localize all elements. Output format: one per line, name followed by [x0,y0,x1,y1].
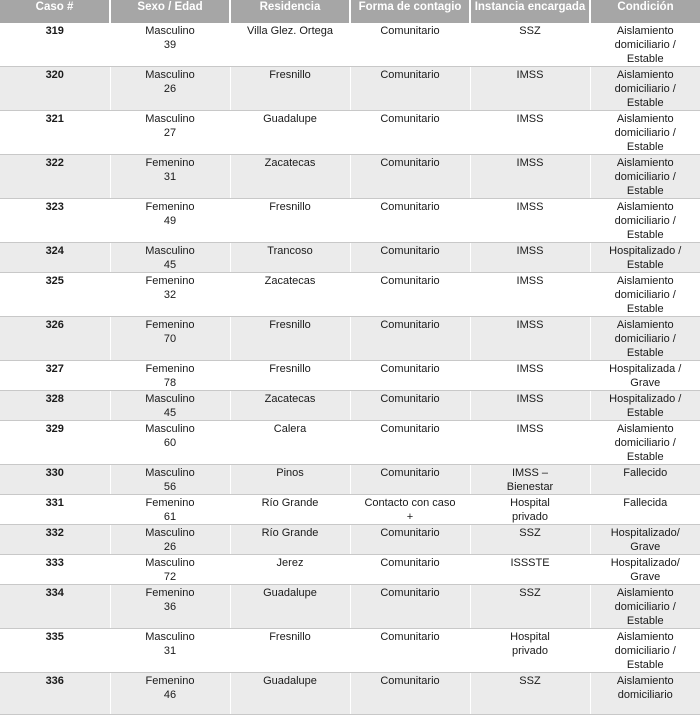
instancia-cell [470,111,590,155]
header-condicion: Condición [590,0,700,23]
condicion-cell [590,111,700,155]
forma-cell [350,67,470,111]
condicion-text: domiciliario / [614,437,676,449]
residencia-cell [230,421,350,465]
condicion-text: domiciliario / [614,601,676,613]
edad-text: 27 [163,127,177,139]
caso-number: 331 [45,497,64,509]
table-row [0,495,700,525]
forma-text: Comunitario [380,69,440,81]
condicion-cell [590,555,700,585]
condicion-text: domiciliario / [614,333,676,345]
sexo-edad-cell [110,317,230,361]
sexo-text: Femenino [145,275,195,287]
condicion-text: Aislamiento [616,113,674,125]
caso-number: 332 [45,527,64,539]
sexo-text: Femenino [145,675,195,687]
edad-text: 60 [163,437,177,449]
caso-cell [0,317,110,361]
header-row [0,0,700,23]
edad-text: 78 [163,377,177,389]
condicion-cell [590,629,700,673]
forma-cell [350,421,470,465]
instancia-cell [470,199,590,243]
forma-cell [350,525,470,555]
sexo-edad-cell [110,155,230,199]
table-row [0,155,700,199]
condicion-cell [590,199,700,243]
edad-text: 46 [163,689,177,701]
sexo-text: Masculino [145,557,195,569]
condicion-text: domiciliario / [614,83,676,95]
condicion-text: Estable [626,347,664,359]
edad-text: 45 [163,407,177,419]
sexo-edad-cell [110,465,230,495]
sexo-edad-cell [110,361,230,391]
instancia-text: Hospital [510,631,550,643]
edad-text: 61 [163,511,177,523]
table-row [0,391,700,421]
instancia-text: IMSS [516,275,544,287]
condicion-text: Grave [630,571,661,583]
sexo-text: Femenino [145,497,195,509]
residencia-cell [230,585,350,629]
table-row [0,421,700,465]
header-sexo-edad: Sexo / Edad [110,0,230,23]
instancia-cell [470,673,590,715]
forma-cell [350,111,470,155]
forma-text: Comunitario [380,275,440,287]
condicion-cell [590,273,700,317]
condicion-text: Aislamiento [616,69,674,81]
instancia-text: ISSSTE [510,557,550,569]
forma-cell [350,317,470,361]
forma-text: Comunitario [380,587,440,599]
condicion-cell [590,155,700,199]
forma-cell [350,555,470,585]
condicion-text: domiciliario / [614,127,676,139]
caso-cell [0,495,110,525]
edad-text: 26 [163,541,177,553]
caso-number: 323 [45,201,64,213]
table-row [0,361,700,391]
edad-text: 39 [163,39,177,51]
edad-text: 26 [163,83,177,95]
sexo-edad-cell [110,629,230,673]
sexo-text: Masculino [145,393,195,405]
forma-cell [350,629,470,673]
condicion-text: Aislamiento [616,587,674,599]
sexo-text: Masculino [145,69,195,81]
header-caso: Caso # [0,0,110,23]
forma-text: Comunitario [380,527,440,539]
instancia-cell [470,421,590,465]
table-body [0,23,700,715]
sexo-text: Masculino [145,631,195,643]
residencia-text: Río Grande [261,497,319,509]
condicion-text: Estable [626,303,664,315]
condicion-text: Estable [626,229,664,241]
residencia-cell [230,629,350,673]
residencia-text: Guadalupe [263,587,317,599]
edad-text: 32 [163,289,177,301]
forma-cell [350,391,470,421]
forma-text: Comunitario [380,25,440,37]
condicion-text: Estable [626,259,664,271]
caso-number: 329 [45,423,64,435]
caso-number: 327 [45,363,64,375]
instancia-cell [470,23,590,67]
table-row [0,525,700,555]
caso-cell [0,465,110,495]
forma-text: + [406,511,414,523]
sexo-text: Masculino [145,467,195,479]
condicion-cell [590,361,700,391]
sexo-edad-cell [110,525,230,555]
condicion-text: Estable [626,53,664,65]
forma-text: Comunitario [380,675,440,687]
forma-text: Comunitario [380,363,440,375]
instancia-text: IMSS – [511,467,549,479]
instancia-text: SSZ [519,675,541,687]
forma-text: Comunitario [380,557,440,569]
instancia-cell [470,361,590,391]
condicion-text: Aislamiento [616,675,674,687]
caso-cell [0,199,110,243]
forma-text: Comunitario [380,393,440,405]
instancia-text: IMSS [516,157,544,169]
condicion-text: Aislamiento [616,25,674,37]
condicion-text: Grave [630,377,661,389]
instancia-text: IMSS [516,363,544,375]
residencia-text: Villa Glez. Ortega [246,25,333,37]
condicion-text: Hospitalizado/ [610,557,680,569]
residencia-cell [230,199,350,243]
forma-cell [350,465,470,495]
sexo-text: Masculino [145,527,195,539]
table-row [0,317,700,361]
condicion-text: domiciliario / [614,645,676,657]
condicion-cell [590,23,700,67]
caso-cell [0,391,110,421]
caso-number: 325 [45,275,64,287]
condicion-text: Aislamiento [616,275,674,287]
condicion-cell [590,391,700,421]
sexo-text: Masculino [145,113,195,125]
instancia-cell [470,67,590,111]
table-row [0,273,700,317]
instancia-cell [470,585,590,629]
residencia-text: Trancoso [267,245,313,257]
instancia-text: IMSS [516,393,544,405]
residencia-text: Pinos [276,467,304,479]
residencia-text: Río Grande [261,527,319,539]
edad-text: 72 [163,571,177,583]
sexo-edad-cell [110,495,230,525]
table-row [0,199,700,243]
sexo-edad-cell [110,585,230,629]
condicion-text: Estable [626,407,664,419]
residencia-text: Fresnillo [269,201,311,213]
instancia-text: IMSS [516,245,544,257]
condicion-text: domiciliario / [614,39,676,51]
condicion-cell [590,525,700,555]
caso-cell [0,361,110,391]
forma-text: Comunitario [380,245,440,257]
residencia-text: Fresnillo [269,631,311,643]
condicion-cell [590,465,700,495]
residencia-text: Guadalupe [263,675,317,687]
caso-number: 320 [45,69,64,81]
condicion-text: Estable [626,659,664,671]
forma-cell [350,361,470,391]
table-row [0,23,700,67]
instancia-cell [470,155,590,199]
caso-cell [0,243,110,273]
table-row [0,243,700,273]
residencia-text: Fresnillo [269,363,311,375]
forma-text: Comunitario [380,157,440,169]
instancia-cell [470,465,590,495]
forma-text: Contacto con caso [364,497,456,509]
condicion-text: Grave [630,541,661,553]
residencia-text: Jerez [276,557,304,569]
sexo-edad-cell [110,111,230,155]
condicion-cell [590,243,700,273]
condicion-text: domiciliario / [614,215,676,227]
instancia-text: IMSS [516,113,544,125]
forma-cell [350,273,470,317]
header-forma-contagio: Forma de contagio [350,0,470,23]
caso-number: 330 [45,467,64,479]
sexo-edad-cell [110,673,230,715]
condicion-text: Hospitalizada / [609,363,682,375]
sexo-text: Masculino [145,25,195,37]
instancia-cell [470,391,590,421]
caso-number: 333 [45,557,64,569]
sexo-text: Femenino [145,201,195,213]
residencia-cell [230,495,350,525]
caso-number: 324 [45,245,64,257]
edad-text: 49 [163,215,177,227]
edad-text: 45 [163,259,177,271]
instancia-text: SSZ [519,527,541,539]
header-residencia: Residencia [230,0,350,23]
condicion-text: Estable [626,615,664,627]
edad-text: 31 [163,645,177,657]
condicion-text: Aislamiento [616,423,674,435]
caso-cell [0,155,110,199]
header-instancia: Instancia encargada [470,0,590,23]
edad-text: 31 [163,171,177,183]
condicion-text: domiciliario [617,689,673,701]
forma-cell [350,23,470,67]
forma-text: Comunitario [380,423,440,435]
table-row [0,555,700,585]
sexo-text: Masculino [145,245,195,257]
residencia-text: Fresnillo [269,319,311,331]
table-row [0,673,700,715]
condicion-text: Estable [626,451,664,463]
table-row [0,585,700,629]
residencia-cell [230,525,350,555]
residencia-cell [230,23,350,67]
instancia-text: Bienestar [506,481,554,493]
sexo-edad-cell [110,421,230,465]
condicion-text: Fallecido [623,467,668,479]
residencia-text: Zacatecas [264,157,316,169]
caso-cell [0,23,110,67]
residencia-cell [230,555,350,585]
sexo-text: Femenino [145,587,195,599]
instancia-text: SSZ [519,25,541,37]
condicion-text: domiciliario / [614,171,676,183]
sexo-edad-cell [110,273,230,317]
residencia-text: Zacatecas [264,275,316,287]
condicion-text: Estable [626,141,664,153]
condicion-cell [590,585,700,629]
sexo-edad-cell [110,243,230,273]
instancia-text: privado [511,511,549,523]
condicion-text: Estable [626,97,664,109]
forma-text: Comunitario [380,113,440,125]
condicion-cell [590,673,700,715]
caso-cell [0,273,110,317]
sexo-text: Femenino [145,363,195,375]
sexo-text: Femenino [145,319,195,331]
edad-text: 36 [163,601,177,613]
condicion-cell [590,317,700,361]
forma-cell [350,673,470,715]
residencia-cell [230,673,350,715]
residencia-text: Fresnillo [269,69,311,81]
caso-number: 326 [45,319,64,331]
caso-number: 321 [45,113,64,125]
instancia-cell [470,273,590,317]
residencia-cell [230,391,350,421]
table-header [0,0,700,23]
condicion-text: Hospitalizado/ [610,527,680,539]
residencia-cell [230,111,350,155]
forma-text: Comunitario [380,467,440,479]
instancia-text: IMSS [516,69,544,81]
sexo-edad-cell [110,555,230,585]
caso-cell [0,525,110,555]
instancia-cell [470,495,590,525]
instancia-text: IMSS [516,423,544,435]
residencia-text: Zacatecas [264,393,316,405]
forma-cell [350,155,470,199]
residencia-cell [230,273,350,317]
condicion-cell [590,495,700,525]
instancia-cell [470,317,590,361]
condicion-text: Aislamiento [616,631,674,643]
table-row [0,67,700,111]
instancia-cell [470,629,590,673]
instancia-cell [470,243,590,273]
caso-number: 328 [45,393,64,405]
table-row [0,629,700,673]
caso-cell [0,555,110,585]
condicion-text: domiciliario / [614,289,676,301]
residencia-text: Guadalupe [263,113,317,125]
instancia-text: IMSS [516,319,544,331]
forma-text: Comunitario [380,201,440,213]
instancia-text: SSZ [519,587,541,599]
residencia-cell [230,155,350,199]
condicion-cell [590,421,700,465]
condicion-text: Hospitalizado / [609,393,682,405]
caso-number: 319 [45,25,64,37]
sexo-edad-cell [110,23,230,67]
caso-cell [0,585,110,629]
condicion-text: Aislamiento [616,319,674,331]
caso-cell [0,67,110,111]
residencia-cell [230,317,350,361]
condicion-text: Fallecida [623,497,668,509]
caso-cell [0,673,110,715]
caso-cell [0,111,110,155]
instancia-cell [470,555,590,585]
condicion-text: Estable [626,185,664,197]
sexo-edad-cell [110,199,230,243]
forma-cell [350,495,470,525]
residencia-cell [230,465,350,495]
sexo-edad-cell [110,67,230,111]
caso-number: 335 [45,631,64,643]
sexo-edad-cell [110,391,230,421]
residencia-text: Calera [273,423,307,435]
table-row [0,465,700,495]
edad-text: 56 [163,481,177,493]
caso-number: 336 [45,675,64,687]
instancia-cell [470,525,590,555]
sexo-text: Femenino [145,157,195,169]
condicion-cell [590,67,700,111]
edad-text: 70 [163,333,177,345]
forma-text: Comunitario [380,319,440,331]
condicion-text: Aislamiento [616,201,674,213]
forma-cell [350,199,470,243]
residencia-cell [230,67,350,111]
residencia-cell [230,361,350,391]
forma-text: Comunitario [380,631,440,643]
caso-number: 334 [45,587,64,599]
caso-cell [0,629,110,673]
sexo-text: Masculino [145,423,195,435]
instancia-text: IMSS [516,201,544,213]
forma-cell [350,585,470,629]
caso-number: 322 [45,157,64,169]
forma-cell [350,243,470,273]
instancia-text: Hospital [510,497,550,509]
condicion-text: Hospitalizado / [609,245,682,257]
condicion-text: Aislamiento [616,157,674,169]
caso-cell [0,421,110,465]
table-row [0,111,700,155]
instancia-text: privado [511,645,549,657]
residencia-cell [230,243,350,273]
